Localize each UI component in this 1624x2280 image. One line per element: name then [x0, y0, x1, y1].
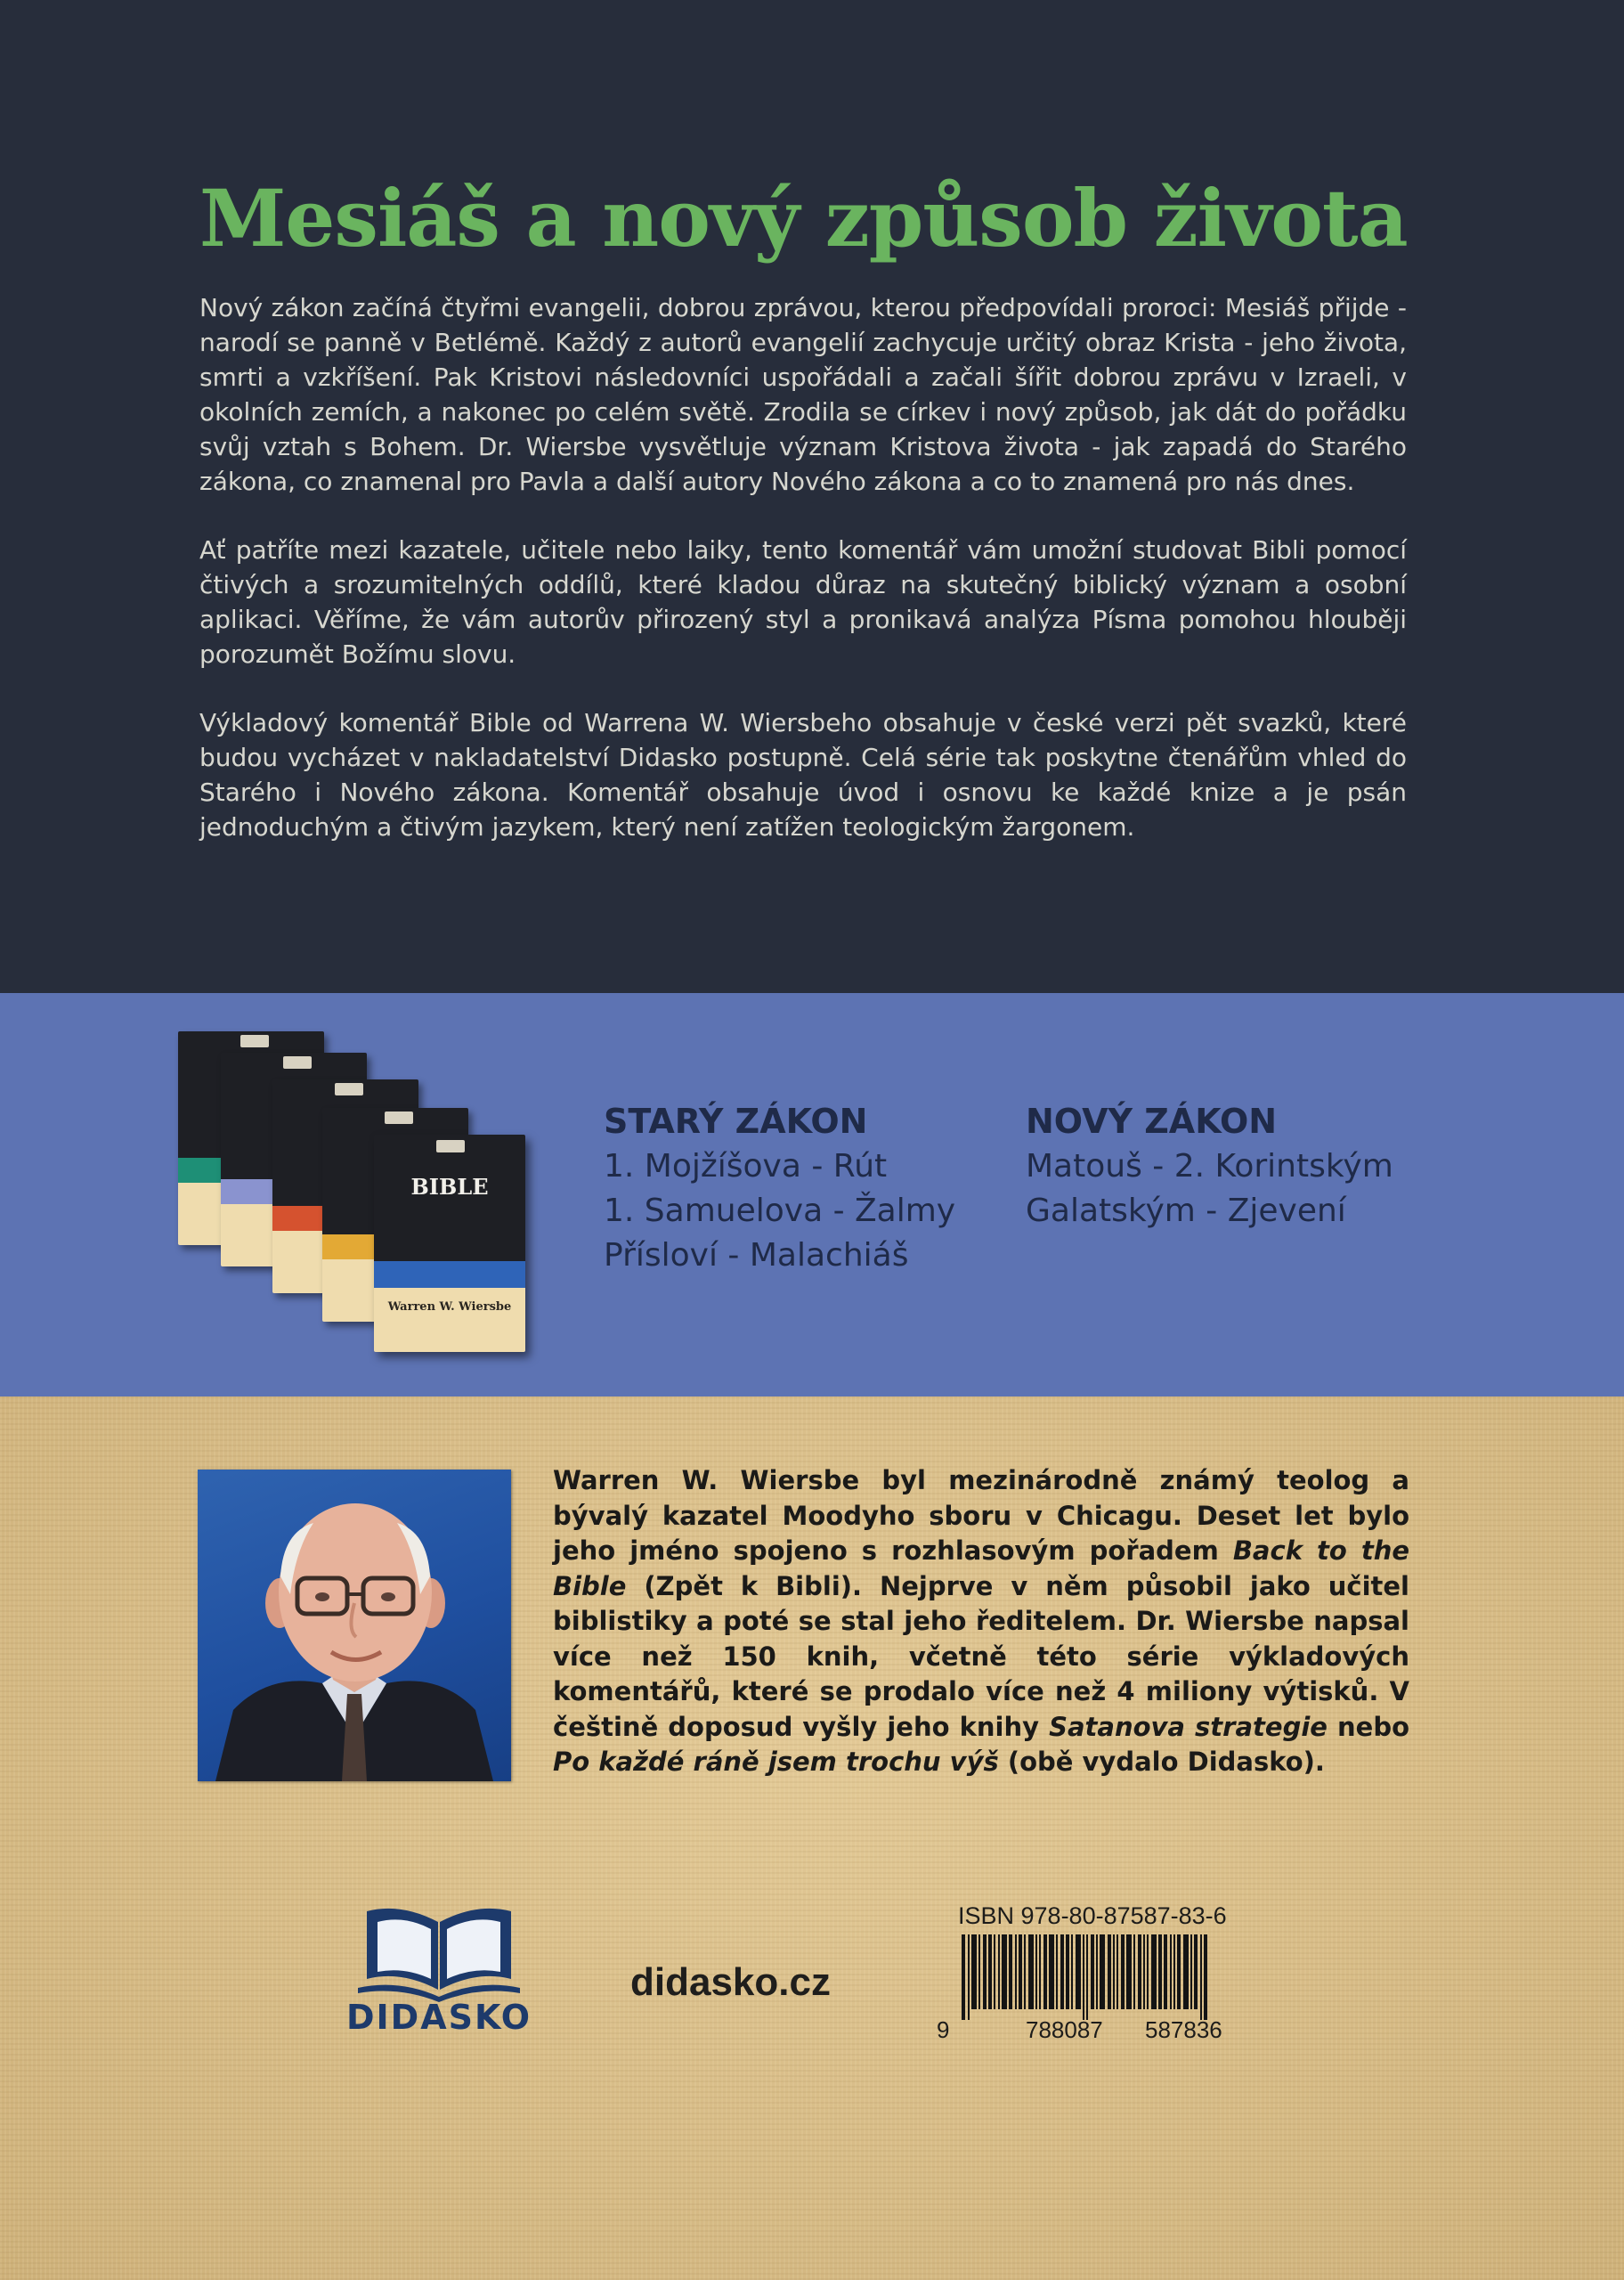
barcode-bar — [1039, 1934, 1041, 2009]
book-cover-author: Warren W. Wiersbe — [387, 1300, 512, 1314]
volume-range: Matouš - 2. Korintským — [1026, 1148, 1393, 1185]
barcode-bar — [1019, 1934, 1022, 2009]
series-volume-5 — [374, 1135, 525, 1352]
barcode-bar — [1183, 1934, 1189, 2009]
barcode-bar — [1056, 1934, 1058, 2009]
volume-range: Galatským - Zjevení — [1026, 1193, 1346, 1229]
barcode-bar — [1116, 1934, 1118, 2009]
barcode-bar — [1043, 1934, 1047, 2009]
barcode-bar — [1121, 1934, 1125, 2009]
author-photo — [198, 1470, 511, 1781]
barcode-bar — [962, 1934, 965, 2020]
open-book-icon — [345, 1904, 532, 2002]
description-paragraph-2: Ať patříte mezi kazatele, učitele nebo laiky, tento komentář vám umožní studovat Bibli pomocí čtivých a srozumitelných oddílů, které kladou důraz na skutečný biblický význam a osobní aplikaci. Věříme, že vám autorův přirozený styl a pronikavá analýza Písma pomohou hlouběji porozumět Božímu slovu. — [199, 535, 1407, 669]
volume-range: 1. Samuelova - Žalmy — [604, 1193, 956, 1229]
book-description — [199, 290, 1407, 878]
barcode-bar — [1194, 1934, 1198, 2009]
barcode-bar — [1086, 1934, 1088, 2020]
barcode-bar — [1060, 1934, 1064, 2009]
description-paragraph-1: Nový zákon začíná čtyřmi evangelii, dobrou zprávou, kterou předpovídali proroci: Mesiáš přijde - narodí se panně v Betlémě. Každý z autorů evangelií zachycuje určitý obraz Krista - jeho života, smrti a vzkříšení. Pak Kristovi následovníci uspořádali a začali šířit dobrou zprávu v Izraeli, v okolních zemích, a nakonec po celém světě. Zrodila se církev i nový způsob, jak dát do pořádku svůj vztah s Bohem. Dr. Wiersbe vysvětluje význam Kristova života - jak zapadá do Starého zákona, co znamenal pro Pavla a další autory Nového zákona a co to znamená pro nás dnes. — [199, 293, 1407, 496]
new-testament-list — [1026, 1098, 1393, 1234]
barcode-bar — [1100, 1934, 1105, 2009]
barcode-bar — [1113, 1934, 1115, 2009]
barcode-bar — [1158, 1934, 1162, 2009]
bio-text: Warren W. Wiersbe byl mezinárodně známý teolog a bývalý kazatel Moodyho sboru v Chicagu. Deset let bylo jeho jméno spojeno s rozhlasovým pořadem — [553, 1465, 1409, 1566]
volume-range: 1. Mojžíšova - Rút — [604, 1148, 888, 1185]
publisher-logo — [345, 1904, 532, 2047]
book-title-reference: Po každé ráně jsem trochu výš — [553, 1747, 999, 1777]
barcode-bar — [1035, 1934, 1037, 2009]
barcode-bar — [983, 1934, 987, 2009]
barcode-bar — [998, 1934, 1000, 2009]
barcode-bar — [1164, 1934, 1167, 2009]
barcode-bar — [1071, 1934, 1073, 2009]
bio-text: nebo — [1327, 1711, 1410, 1742]
description-paragraph-3: Výkladový komentář Bible od Warrena W. Wiersbeho obsahuje v české verzi pět svazků, které budou vycházet v nakladatelství Didasko postupně. Celá série tak poskytne čtenářům vhled do Starého i Nového zákona. Komentář obsahuje úvod i osnovu ke každé knize a je psán jednoduchým a čtivým jazykem, který není zatížen teologickým žargonem. — [199, 708, 1407, 842]
barcode-digit-group: 587836 — [1145, 2016, 1222, 2043]
barcode-bar — [1170, 1934, 1172, 2009]
barcode-bar — [1200, 1934, 1202, 2020]
barcode-bar — [978, 1934, 980, 2009]
bio-text: (Zpět k Bibli). Nejprve v něm působil jako učitel biblistiky a poté se stal jeho ředitelem. Dr. Wiersbe napsal více než 150 knih, včetně této série výkladových komentářů, které se prodalo více než 4 miliony výtisků. V češtině doposud vyšly jeho knihy — [553, 1570, 1409, 1742]
old-testament-heading: STARÝ ZÁKON — [604, 1102, 868, 1141]
isbn-barcode — [937, 1902, 1266, 2048]
barcode-bar — [1024, 1934, 1026, 2009]
barcode-bar — [1138, 1934, 1141, 2009]
barcode-bar — [1204, 1934, 1207, 2020]
book-title-reference: Satanova strategie — [1049, 1711, 1328, 1742]
book-series-illustration — [175, 1024, 531, 1363]
barcode-bar — [1015, 1934, 1017, 2009]
barcode-bar — [1147, 1934, 1149, 2009]
barcode-bar — [1143, 1934, 1145, 2009]
barcode-bar — [1173, 1934, 1175, 2009]
barcode-bar — [994, 1934, 995, 2009]
barcode-digit-group: 788087 — [1026, 2016, 1103, 2043]
barcode-bar — [1028, 1934, 1034, 2009]
publisher-name: DIDASKO — [345, 1998, 532, 2037]
barcode-bar — [1091, 1934, 1094, 2009]
barcode-graphic — [953, 1934, 1255, 2020]
barcode-bar — [1108, 1934, 1111, 2009]
publisher-website: didasko.cz — [630, 1960, 831, 2004]
barcode-bar — [968, 1934, 970, 2020]
old-testament-list — [604, 1098, 955, 1278]
isbn-number: ISBN 978-80-87587-83-6 — [958, 1902, 1227, 1929]
barcode-bar — [1177, 1934, 1181, 2009]
book-title: Mesiáš a nový způsob života — [199, 172, 1408, 265]
barcode-bar — [1002, 1934, 1007, 2009]
barcode-bar — [1096, 1934, 1098, 2009]
radio-program-title: Back to the Bible — [553, 1535, 1410, 1601]
barcode-bar — [1151, 1934, 1157, 2009]
book-cover-title: BIBLE — [410, 1174, 489, 1200]
barcode-bar — [988, 1934, 992, 2009]
description-section — [0, 0, 1624, 993]
barcode-bar — [1009, 1934, 1012, 2009]
barcode-bar — [1083, 1934, 1084, 2020]
bio-text: (obě vydalo Didasko). — [998, 1747, 1325, 1777]
barcode-bar — [971, 1934, 977, 2009]
author-bio — [553, 1463, 1409, 1780]
barcode-bar — [1076, 1934, 1081, 2009]
new-testament-heading: NOVÝ ZÁKON — [1026, 1102, 1278, 1141]
barcode-bar — [1190, 1934, 1192, 2009]
barcode-bar — [1066, 1934, 1069, 2009]
volume-range: Přísloví - Malachiáš — [604, 1237, 909, 1274]
barcode-digit-group: 9 — [937, 2016, 950, 2043]
barcode-bar — [1049, 1934, 1054, 2009]
barcode-bar — [1126, 1934, 1132, 2009]
barcode-bar — [1133, 1934, 1135, 2009]
